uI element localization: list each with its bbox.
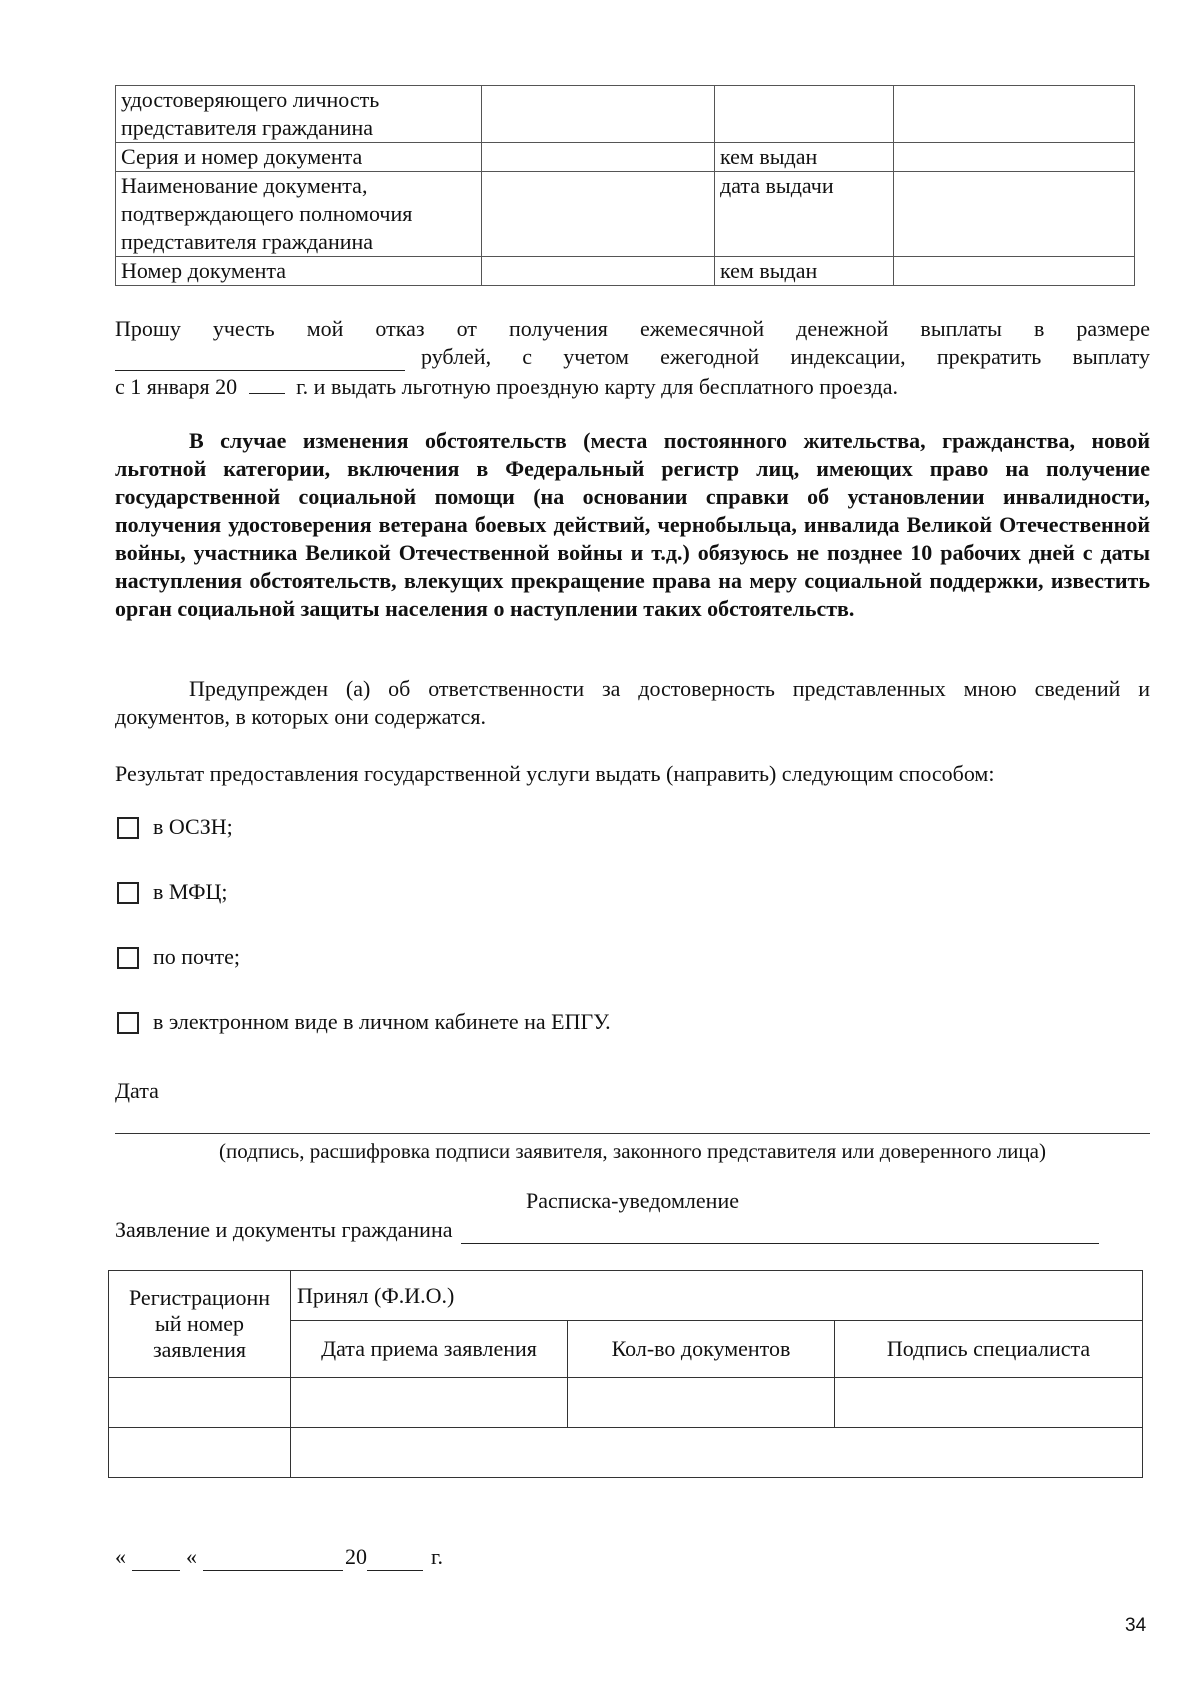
table-row: [109, 1271, 1143, 1321]
table-cell[interactable]: [291, 1378, 568, 1428]
option-mfc[interactable]: [117, 880, 228, 906]
table-cell[interactable]: [894, 143, 1135, 172]
table-cell[interactable]: [482, 86, 715, 143]
request-line-3: [115, 371, 1150, 401]
table-cell[interactable]: [291, 1428, 1143, 1478]
doc-count-header: Кол-во документов: [568, 1321, 835, 1378]
table-cell[interactable]: [894, 172, 1135, 257]
accepted-header: Принял (Ф.И.О.): [291, 1271, 1143, 1321]
day-blank[interactable]: [132, 1548, 180, 1571]
option-label: в электронном виде в личном кабинете на ЕПГУ.: [153, 1009, 611, 1034]
table-cell[interactable]: [482, 143, 715, 172]
request-line-3b: г. и выдать льготную проездную карту для бесплатного проезда.: [296, 374, 899, 399]
responsibility-paragraph: Предупрежден (а) об ответственности за достоверность представленных мною сведений и документов, в которых они содержатся.: [115, 676, 1150, 729]
table-cell[interactable]: [109, 1378, 291, 1428]
table-row: [116, 86, 1135, 143]
table-cell[interactable]: [835, 1378, 1143, 1428]
year-blank[interactable]: [367, 1548, 423, 1571]
table-cell[interactable]: [568, 1378, 835, 1428]
result-intro: Результат предоставления государственной услуги выдать (направить) следующим способом:: [115, 761, 995, 786]
cell-text: Наименование документа,: [121, 173, 368, 198]
specialist-signature-header: Подпись специалиста: [835, 1321, 1143, 1378]
option-post[interactable]: [117, 945, 240, 971]
checkbox[interactable]: [117, 947, 139, 969]
option-epgu[interactable]: [117, 1010, 611, 1036]
cell-text: представителя гражданина: [121, 229, 374, 254]
year-suffix: г.: [431, 1544, 444, 1569]
signature-line[interactable]: [115, 1133, 1150, 1134]
header-text: ый номер: [154, 1311, 245, 1336]
receipt-date: [115, 1543, 443, 1571]
header-text: Регистрационн: [128, 1285, 270, 1310]
year-prefix: 20: [345, 1544, 367, 1569]
year-blank[interactable]: [249, 371, 285, 394]
table-cell: Серия и номер документа: [116, 143, 482, 172]
checkbox[interactable]: [117, 817, 139, 839]
cell-text: представителя гражданина: [121, 115, 374, 140]
table-row: [109, 1378, 1143, 1428]
table-cell: дата выдачи: [715, 172, 894, 257]
table-cell: кем выдан: [715, 143, 894, 172]
warning-paragraph: В случае изменения обстоятельств (места постоянного жительства, гражданства, новой льготной категории, включения в Федеральный регистр лиц, имеющих право на получение государственной социальной помощи (на основании справки об установлении инвалидности, получения удостоверения ветерана боевых действий, чернобыльца, инвалида Великой Отечественной войны, участника Великой Отечественной войны и т.д.) обязуюсь не позднее 10 рабочих дней с даты наступления обстоятельств, влекущих прекращение права на меру социальной поддержки, известить орган социальной защиты населения о наступлении таких обстоятельств.: [115, 428, 1150, 621]
checkbox[interactable]: [117, 1012, 139, 1034]
request-line-2-text: рублей, с учетом ежегодной индексации, прекратить выплату: [421, 344, 1150, 369]
reg-number-header: [109, 1271, 291, 1378]
table-cell[interactable]: [894, 257, 1135, 286]
date-label: Дата: [115, 1078, 159, 1103]
header-text: заявления: [152, 1337, 247, 1362]
cell-text: подтверждающего полномочия: [121, 201, 413, 226]
month-blank[interactable]: [203, 1548, 343, 1571]
table-row: [116, 257, 1135, 286]
signature-caption: (подпись, расшифровка подписи заявителя, законного представителя или доверенного лица): [219, 1139, 1046, 1163]
page-number: 34: [1125, 1615, 1147, 1636]
table-row: [109, 1428, 1143, 1478]
request-line-3a: с 1 января 20: [115, 374, 238, 399]
table-cell[interactable]: [894, 86, 1135, 143]
representative-table: [115, 85, 1135, 286]
table-cell: кем выдан: [715, 257, 894, 286]
amount-blank[interactable]: [115, 348, 405, 371]
checkbox[interactable]: [117, 882, 139, 904]
date-received-header: Дата приема заявления: [291, 1321, 568, 1378]
table-cell: [715, 86, 894, 143]
option-label: в ОСЗН;: [153, 814, 233, 839]
quote-open: «: [115, 1544, 126, 1569]
table-row: [116, 172, 1135, 257]
request-line-2: [115, 343, 1150, 371]
table-cell: Номер документа: [116, 257, 482, 286]
receipt-docs-row: [115, 1216, 1099, 1244]
table-cell: [116, 172, 482, 257]
receipt-table: [108, 1270, 1143, 1478]
table-row: [116, 143, 1135, 172]
receipt-docs-label: Заявление и документы гражданина: [115, 1217, 453, 1242]
option-label: в МФЦ;: [153, 879, 228, 904]
table-cell[interactable]: [109, 1428, 291, 1478]
table-cell: [116, 86, 482, 143]
quote-open: «: [186, 1544, 197, 1569]
receipt-title: Расписка-уведомление: [525, 1188, 739, 1213]
citizen-name-blank[interactable]: [461, 1221, 1099, 1244]
option-label: по почте;: [153, 944, 241, 969]
option-oszn[interactable]: [117, 815, 233, 841]
table-cell[interactable]: [482, 257, 715, 286]
request-line-1: Прошу учесть мой отказ от получения ежемесячной денежной выплаты в размере: [115, 316, 1150, 341]
cell-text: удостоверяющего личность: [121, 87, 380, 112]
table-cell[interactable]: [482, 172, 715, 257]
